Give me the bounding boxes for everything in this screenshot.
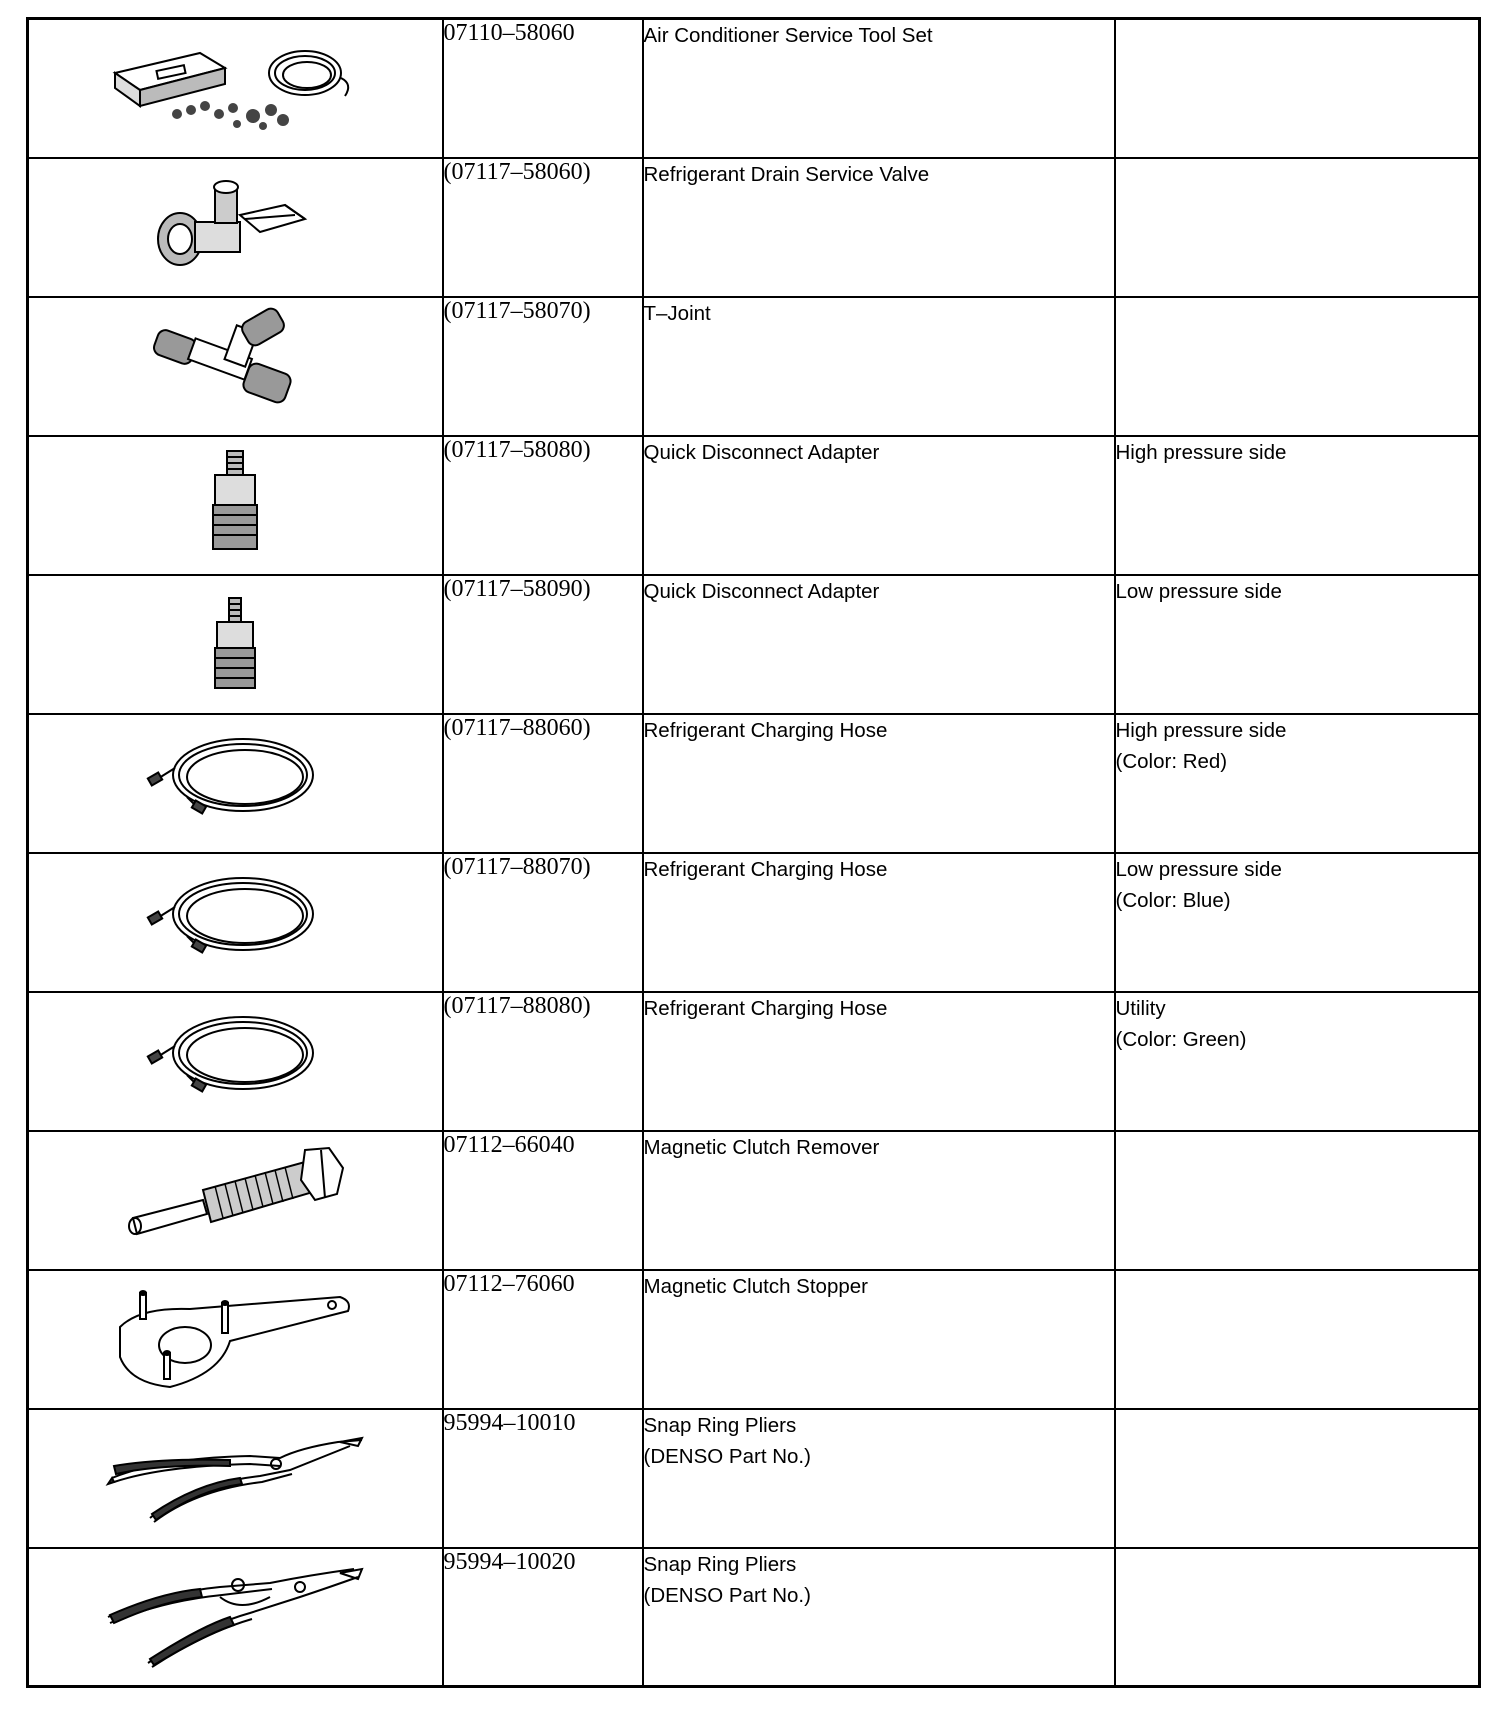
note-cell: [1115, 1270, 1480, 1409]
table-row: [28, 575, 1480, 714]
tool-name: Quick Disconnect Adapter: [643, 579, 880, 603]
part-number: 95994–10020: [443, 1548, 643, 1687]
tool-name: Magnetic Clutch Stopper: [643, 1274, 868, 1298]
note-text-line2: (Color: Red): [1115, 749, 1228, 773]
clutch-remover-icon: [115, 1140, 355, 1250]
table-row: [28, 436, 1480, 575]
table-row: [28, 1131, 1480, 1270]
tool-illustration-cell: [28, 1131, 443, 1270]
charging-hose-icon: [145, 1001, 325, 1111]
note-cell: [1115, 297, 1480, 436]
quick-disconnect-adapter-icon: [195, 445, 275, 560]
tool-illustration-cell: [28, 1409, 443, 1548]
note-cell: [1115, 158, 1480, 297]
note-cell: [1115, 436, 1480, 575]
table-row: [28, 1270, 1480, 1409]
tool-illustration-cell: [28, 575, 443, 714]
note-text-line2: (Color: Green): [1115, 1027, 1247, 1051]
charging-hose-icon: [145, 723, 325, 833]
part-number: 07112–76060: [443, 1270, 643, 1409]
tool-name-cell: [643, 1409, 1115, 1548]
tool-name-cell: [643, 158, 1115, 297]
part-number: (07117–88070): [443, 853, 643, 992]
tool-illustration-cell: [28, 436, 443, 575]
tool-illustration-cell: [28, 1270, 443, 1409]
tool-name-cell: [643, 436, 1115, 575]
tool-name-cell: [643, 297, 1115, 436]
table-row: [28, 992, 1480, 1131]
tool-name: Quick Disconnect Adapter: [643, 440, 880, 464]
drain-service-valve-icon: [135, 167, 335, 282]
table-row: [28, 853, 1480, 992]
table-row: [28, 19, 1480, 158]
tool-illustration-cell: [28, 297, 443, 436]
tool-name: Magnetic Clutch Remover: [643, 1135, 880, 1159]
note-text: Low pressure side: [1115, 857, 1282, 881]
tool-illustration-cell: [28, 1548, 443, 1687]
tool-name-line2: (DENSO Part No.): [643, 1444, 811, 1468]
tool-name: Refrigerant Charging Hose: [643, 857, 888, 881]
tool-name-cell: [643, 575, 1115, 714]
charging-hose-icon: [145, 862, 325, 972]
note-cell: [1115, 19, 1480, 158]
note-cell: [1115, 853, 1480, 992]
snap-ring-pliers-icon: [100, 1557, 370, 1672]
table-row: [28, 158, 1480, 297]
tool-name-cell: [643, 1270, 1115, 1409]
tool-name-cell: [643, 992, 1115, 1131]
note-text: Low pressure side: [1115, 579, 1282, 603]
note-text: High pressure side: [1115, 440, 1287, 464]
tool-name: Snap Ring Pliers: [643, 1413, 797, 1437]
part-number: (07117–58090): [443, 575, 643, 714]
tool-illustration-cell: [28, 992, 443, 1131]
note-cell: [1115, 1131, 1480, 1270]
tool-name: Refrigerant Charging Hose: [643, 996, 888, 1020]
tool-illustration-cell: [28, 158, 443, 297]
tool-illustration-cell: [28, 853, 443, 992]
tool-name: Refrigerant Drain Service Valve: [643, 162, 930, 186]
note-cell: [1115, 1409, 1480, 1548]
note-cell: [1115, 714, 1480, 853]
tool-name-cell: [643, 853, 1115, 992]
tool-name-cell: [643, 1548, 1115, 1687]
snap-ring-pliers-icon: [100, 1418, 370, 1533]
note-cell: [1115, 1548, 1480, 1687]
tool-name-line2: (DENSO Part No.): [643, 1583, 811, 1607]
tool-illustration-cell: [28, 714, 443, 853]
table-row: [28, 1548, 1480, 1687]
special-service-tools-table: [26, 17, 1481, 1688]
note-text-line2: (Color: Blue): [1115, 888, 1231, 912]
tool-name: Air Conditioner Service Tool Set: [643, 24, 933, 47]
t-joint-icon: [135, 306, 335, 421]
part-number: (07117–58060): [443, 158, 643, 297]
service-tool-set-icon: [105, 28, 365, 138]
tool-name: T–Joint: [643, 301, 711, 325]
note-text: Utility: [1115, 996, 1166, 1020]
table-row: [28, 714, 1480, 853]
part-number: 95994–10010: [443, 1409, 643, 1548]
note-text: High pressure side: [1115, 718, 1287, 742]
note-cell: [1115, 575, 1480, 714]
part-number: (07117–58070): [443, 297, 643, 436]
tool-name: Snap Ring Pliers: [643, 1552, 797, 1576]
part-number: (07117–58080): [443, 436, 643, 575]
clutch-stopper-icon: [110, 1279, 360, 1394]
tool-illustration-cell: [28, 19, 443, 158]
note-cell: [1115, 992, 1480, 1131]
part-number: (07117–88080): [443, 992, 643, 1131]
tool-name-cell: [643, 19, 1115, 158]
table-row: [28, 1409, 1480, 1548]
table-row: [28, 297, 1480, 436]
tool-name-cell: [643, 1131, 1115, 1270]
tool-name: Refrigerant Charging Hose: [643, 718, 888, 742]
tool-name-cell: [643, 714, 1115, 853]
quick-disconnect-adapter-icon: [195, 584, 275, 699]
part-number: 07112–66040: [443, 1131, 643, 1270]
part-number: (07117–88060): [443, 714, 643, 853]
part-number: 07110–58060: [443, 19, 643, 158]
